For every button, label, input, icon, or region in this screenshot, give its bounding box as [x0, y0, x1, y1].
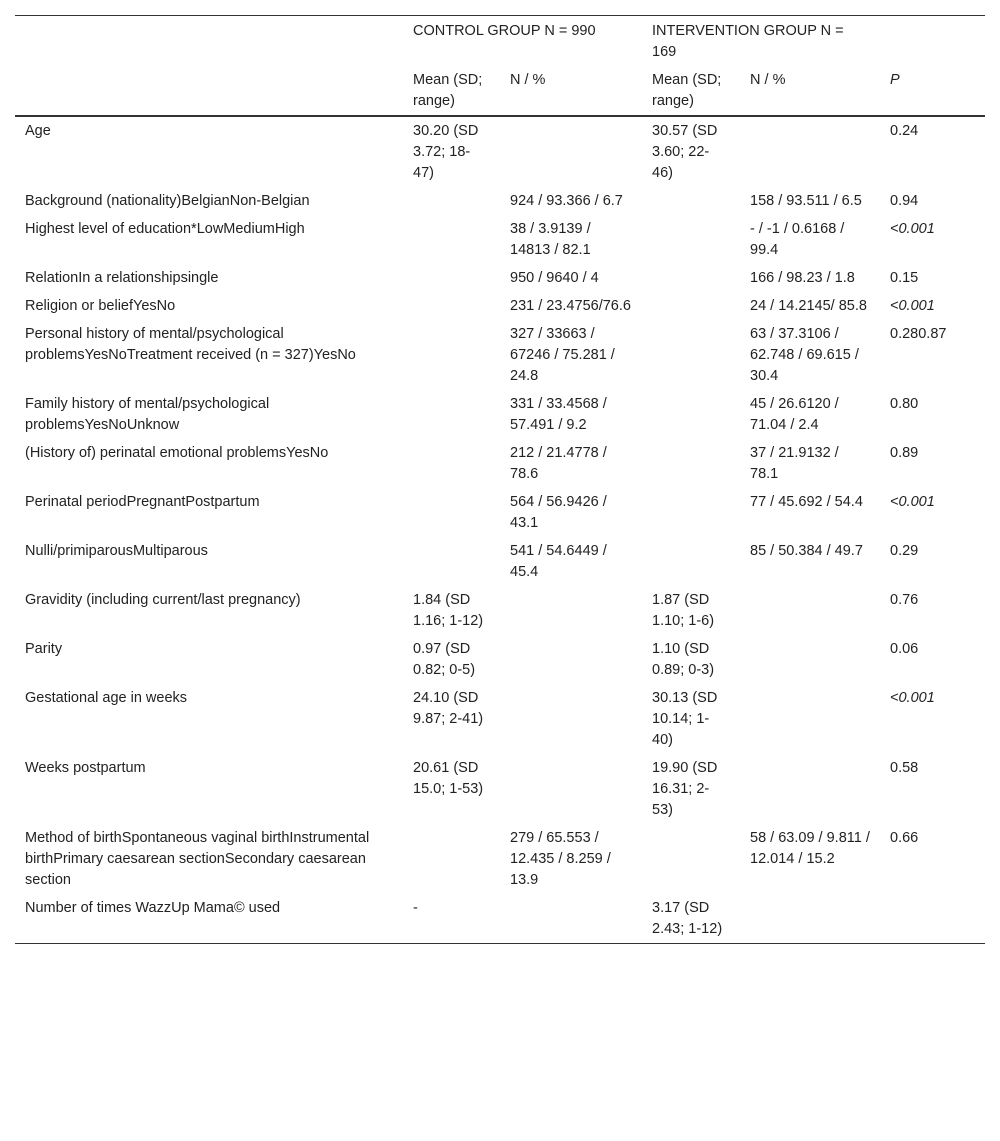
- p-value-header: P: [880, 66, 985, 116]
- row-label: Background (nationality)BelgianNon-Belgian: [25, 193, 310, 209]
- control-n-cell: [500, 754, 642, 824]
- control-mean-cell: 1.84 (SD 1.16; 1-12): [413, 592, 484, 629]
- control-n-cell: [500, 635, 642, 684]
- p-value-cell: 0.80: [890, 396, 919, 412]
- intervention-mean-cell: 3.17 (SD 2.43; 1-12): [642, 894, 740, 944]
- control-mean-cell: 30.20 (SD 3.72; 18-47): [413, 123, 479, 181]
- p-value-cell: [880, 894, 985, 944]
- row-label: Weeks postpartum: [25, 760, 146, 776]
- control-mean-cell: [403, 187, 500, 215]
- intervention-n-cell: 85 / 50.384 / 49.7: [750, 543, 863, 559]
- intervention-n-cell: 45 / 26.6120 / 71.04 / 2.4: [750, 396, 839, 433]
- table-row: [15, 116, 985, 187]
- table-row: [15, 754, 985, 824]
- row-label: Personal history of mental/psychological problemsYesNoTreatment received (n = 327)YesNo: [25, 326, 356, 363]
- intervention-mean-cell: [642, 390, 740, 439]
- control-n-cell: 279 / 65.553 / 12.435 / 8.259 / 13.9: [510, 830, 611, 888]
- control-mean-cell: [403, 390, 500, 439]
- intervention-n-cell: [740, 586, 880, 635]
- intervention-n-cell: 37 / 21.9132 / 78.1: [750, 445, 839, 482]
- intervention-n-cell: [740, 894, 880, 944]
- table-row: [15, 187, 985, 215]
- p-value-cell: 0.24: [890, 123, 919, 139]
- row-label: RelationIn a relationshipsingle: [25, 270, 219, 286]
- p-value-cell: 0.06: [890, 641, 919, 657]
- control-mean-cell: [403, 264, 500, 292]
- intervention-n-cell: 158 / 93.511 / 6.5: [750, 193, 862, 209]
- control-mean-header: Mean (SD; range): [403, 66, 500, 116]
- intervention-n-cell: - / -1 / 0.6168 / 99.4: [750, 221, 845, 258]
- control-mean-cell: 0.97 (SD 0.82; 0-5): [413, 641, 476, 678]
- p-value-cell: <0.001: [890, 221, 935, 237]
- intervention-mean-cell: [642, 215, 740, 264]
- table-row: [15, 586, 985, 635]
- p-value-cell: 0.29: [890, 543, 919, 559]
- p-value-cell: <0.001: [890, 690, 935, 706]
- row-label: Number of times WazzUp Mama© used: [15, 894, 403, 944]
- intervention-n-cell: 58 / 63.09 / 9.811 / 12.014 / 15.2: [750, 830, 870, 867]
- control-mean-cell: [403, 537, 500, 586]
- p-value-cell: 0.89: [890, 445, 919, 461]
- intervention-n-cell: 63 / 37.3106 / 62.748 / 69.615 / 30.4: [750, 326, 859, 384]
- control-n-cell: 331 / 33.4568 / 57.491 / 9.2: [510, 396, 607, 433]
- p-value-cell: <0.001: [890, 298, 935, 314]
- intervention-mean-cell: 1.87 (SD 1.10; 1-6): [652, 592, 715, 629]
- table-row: [15, 292, 985, 320]
- control-mean-cell: [403, 824, 500, 894]
- intervention-mean-cell: 30.57 (SD 3.60; 22-46): [652, 123, 718, 181]
- intervention-mean-cell: 1.10 (SD 0.89; 0-3): [652, 641, 715, 678]
- control-n-cell: 950 / 9640 / 4: [510, 270, 599, 286]
- control-mean-cell: [403, 320, 500, 390]
- table-row: [15, 439, 985, 488]
- table-row: [15, 215, 985, 264]
- row-label: Gravidity (including current/last pregnancy): [25, 592, 301, 608]
- control-mean-cell: 20.61 (SD 15.0; 1-53): [413, 760, 484, 797]
- control-mean-cell: [403, 215, 500, 264]
- table-row: [15, 684, 985, 754]
- intervention-mean-cell: [642, 292, 740, 320]
- table-row: [15, 894, 985, 944]
- p-value-cell: 0.58: [890, 760, 919, 776]
- table-row: [15, 824, 985, 894]
- p-value-cell: 0.280.87: [890, 326, 947, 342]
- intervention-n-cell: 77 / 45.692 / 54.4: [750, 494, 863, 510]
- intervention-mean-cell: 19.90 (SD 16.31; 2-53): [652, 760, 718, 818]
- p-value-cell: 0.76: [890, 592, 919, 608]
- intervention-n-cell: [740, 116, 880, 187]
- control-n-cell: 327 / 33663 / 67246 / 75.281 / 24.8: [510, 326, 615, 384]
- row-label: Method of birthSpontaneous vaginal birthInstrumental birthPrimary caesarean sectionSecondary caesarean section: [25, 830, 370, 888]
- control-n-cell: 231 / 23.4756/76.6: [510, 298, 631, 314]
- intervention-n-cell: 24 / 14.2145/ 85.8: [750, 298, 867, 314]
- control-n-cell: 564 / 56.9426 / 43.1: [510, 494, 607, 531]
- control-n-cell: [500, 586, 642, 635]
- p-value-cell: 0.15: [890, 270, 919, 286]
- control-n-cell: 38 / 3.9139 / 14813 / 82.1: [510, 221, 591, 258]
- row-label: Highest level of education*LowMediumHigh: [25, 221, 305, 237]
- table-row: [15, 635, 985, 684]
- control-mean-cell: -: [403, 894, 500, 944]
- intervention-mean-cell: [642, 824, 740, 894]
- intervention-mean-cell: [642, 264, 740, 292]
- intervention-n-cell: 166 / 98.23 / 1.8: [750, 270, 855, 286]
- table-row: [15, 320, 985, 390]
- row-label: Nulli/primiparousMultiparous: [25, 543, 208, 559]
- row-label: Gestational age in weeks: [25, 690, 188, 706]
- intervention-mean-cell: [642, 488, 740, 537]
- intervention-mean-cell: [642, 537, 740, 586]
- p-value-cell: <0.001: [890, 494, 935, 510]
- intervention-n-cell: [740, 684, 880, 754]
- control-mean-cell: [403, 488, 500, 537]
- characteristics-table: [15, 15, 985, 944]
- intervention-group-header: INTERVENTION GROUP N = 169: [642, 16, 880, 67]
- row-label: Parity: [25, 641, 63, 657]
- table-body: [15, 116, 985, 944]
- control-n-cell: [500, 116, 642, 187]
- intervention-mean-cell: [642, 187, 740, 215]
- control-n-cell: [500, 684, 642, 754]
- p-value-cell: 0.94: [890, 193, 919, 209]
- control-mean-cell: [403, 292, 500, 320]
- control-mean-cell: 24.10 (SD 9.87; 2-41): [413, 690, 484, 727]
- control-n-cell: [500, 894, 642, 944]
- control-group-header: CONTROL GROUP N = 990: [403, 16, 642, 67]
- row-label: Age: [25, 123, 51, 139]
- control-mean-cell: [403, 439, 500, 488]
- table-row: [15, 264, 985, 292]
- table-row: [15, 390, 985, 439]
- row-label: Perinatal periodPregnantPostpartum: [25, 494, 260, 510]
- row-label: Family history of mental/psychological problemsYesNoUnknow: [25, 396, 270, 433]
- control-n-cell: 924 / 93.366 / 6.7: [510, 193, 623, 209]
- row-label: (History of) perinatal emotional problemsYesNo: [25, 445, 329, 461]
- intervention-n-cell: [740, 754, 880, 824]
- intervention-mean-cell: [642, 320, 740, 390]
- intervention-n-cell: [740, 635, 880, 684]
- table-row: [15, 488, 985, 537]
- control-n-cell: 212 / 21.4778 / 78.6: [510, 445, 607, 482]
- intervention-mean-header: Mean (SD; range): [642, 66, 740, 116]
- control-n-cell: 541 / 54.6449 / 45.4: [510, 543, 607, 580]
- table-row: [15, 537, 985, 586]
- control-n-header: N / %: [500, 66, 642, 116]
- row-label: Religion or beliefYesNo: [25, 298, 176, 314]
- intervention-mean-cell: 30.13 (SD 10.14; 1-40): [652, 690, 718, 748]
- intervention-mean-cell: [642, 439, 740, 488]
- intervention-n-header: N / %: [740, 66, 880, 116]
- p-value-cell: 0.66: [890, 830, 919, 846]
